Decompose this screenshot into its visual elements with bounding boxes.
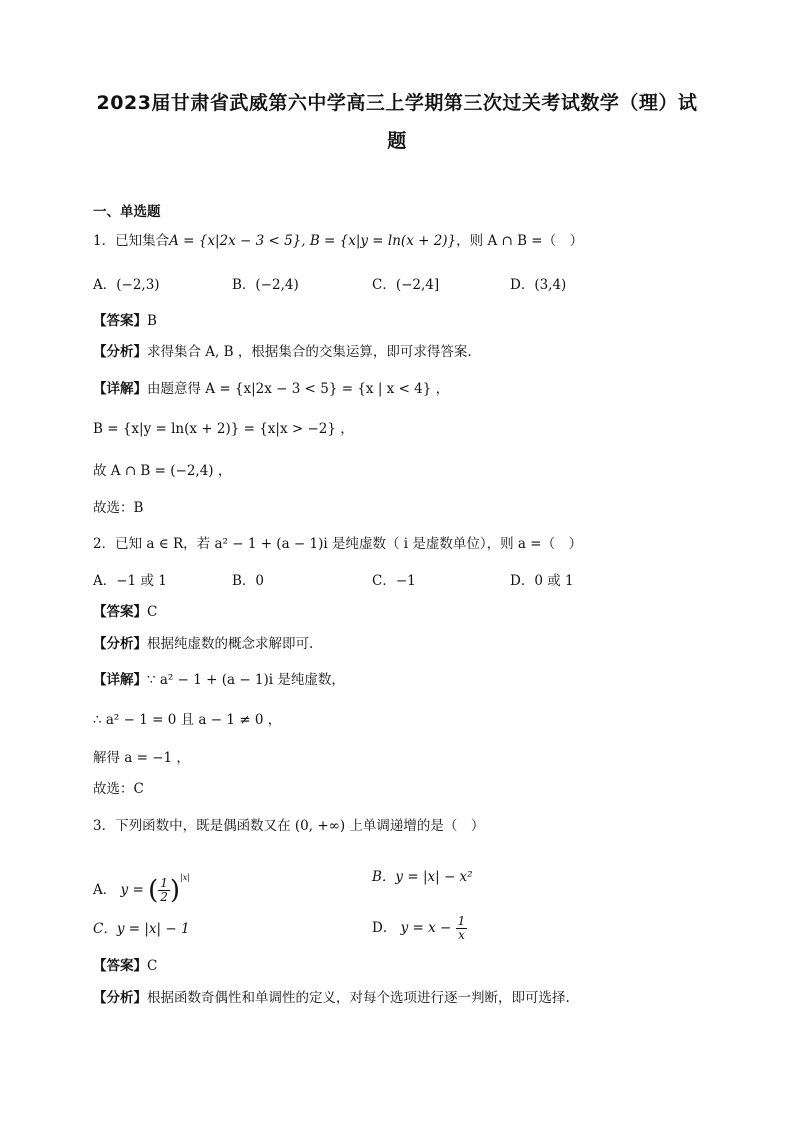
fraction-denominator: 2	[160, 890, 168, 904]
answer-tag: 【答案】	[93, 604, 147, 620]
section-heading: 一、单选题	[93, 204, 161, 220]
q1-stem-suffix: ，则 A ∩ B =（ ）	[456, 233, 584, 249]
q3-stem: 3．下列函数中，既是偶函数又在 (0, +∞) 上单调递增的是（ ）	[93, 818, 485, 834]
q3-option-c: C．y = |x| − 1	[93, 921, 190, 937]
q1-answer	[93, 312, 157, 330]
q3-option-a	[93, 860, 190, 909]
q1-stem-math: A = {x|2x − 3 < 5}, B = {x|y = ln(x + 2)}	[169, 233, 457, 249]
title-line-1: 2023届甘肃省武威第六中学高三上学期第三次过关考试数学（理）试	[96, 92, 698, 114]
detail-tag: 【详解】	[93, 381, 147, 397]
q2-option-d: D．0 或 1	[510, 573, 574, 589]
q2-answer	[93, 603, 157, 621]
q2-detail	[93, 671, 345, 689]
title-line-2: 题	[387, 130, 407, 152]
q3-option-a-exponent: |x|	[180, 873, 190, 882]
q1-detail	[93, 380, 449, 398]
q1-analysis-text: 求得集合 A, B ，根据集合的交集运算，即可求得答案.	[147, 344, 472, 360]
q2-option-a: A．−1 或 1	[93, 573, 167, 589]
q1-answer-value: B	[147, 313, 157, 329]
left-paren: (	[148, 875, 159, 906]
q2-conclusion: 故选：C	[93, 781, 144, 797]
q3-analysis-text: 根据函数奇偶性和单调性的定义，对每个选项进行逐一判断，即可选择.	[147, 990, 570, 1006]
right-paren: )	[169, 875, 181, 906]
q1-option-c: C．(−2,4]	[372, 277, 440, 293]
q1-stem-prefix: 1．已知集合	[93, 233, 170, 249]
q1-stem	[93, 232, 583, 250]
q1-analysis	[93, 343, 472, 361]
q2-stem: 2．已知 a ∈ R，若 a² − 1 + (a − 1)i 是纯虚数（ i 是虚数单位），则 a =（ ）	[93, 536, 583, 552]
q3-option-d	[372, 910, 467, 946]
q2-analysis-text: 根据纯虚数的概念求解即可.	[147, 636, 314, 652]
q1-option-b: B．(−2,4)	[232, 277, 299, 293]
q1-detail-line-1: 由题意得 A = {x|2x − 3 < 5} = {x | x < 4} ，	[147, 381, 450, 397]
fraction-numerator: 1	[457, 914, 466, 928]
detail-tag: 【详解】	[93, 672, 147, 688]
q2-option-c: C．−1	[372, 573, 416, 589]
document-title	[60, 84, 734, 160]
q2-detail-line-3: 解得 a = −1 ，	[93, 750, 190, 766]
q3-answer-value: C	[147, 958, 158, 974]
q3-option-a-fraction	[158, 877, 170, 904]
fraction-numerator: 1	[160, 876, 168, 890]
q3-option-d-label: D．	[372, 920, 397, 936]
q2-detail-line-2: ∴ a² − 1 = 0 且 a − 1 ≠ 0 ，	[93, 712, 282, 728]
q3-option-d-expr: y = x −	[400, 920, 452, 936]
q3-option-d-fraction	[456, 915, 468, 942]
q1-detail-line-2: B = {x|y = ln(x + 2)} = {x|x > −2} ，	[93, 421, 354, 437]
analysis-tag: 【分析】	[93, 344, 147, 360]
q3-option-b: B．y = |x| − x²	[372, 869, 473, 885]
answer-tag: 【答案】	[93, 958, 147, 974]
q3-option-a-y: y =	[120, 882, 144, 898]
q3-option-a-label: A．	[93, 882, 117, 898]
fraction-denominator: x	[458, 928, 465, 942]
q2-answer-value: C	[147, 604, 158, 620]
q2-detail-line-1: ∵ a² − 1 + (a − 1)i 是纯虚数，	[147, 672, 345, 688]
answer-tag: 【答案】	[93, 313, 147, 329]
q1-detail-line-3: 故 A ∩ B = (−2,4) ，	[93, 463, 232, 479]
q1-option-a: A．(−2,3)	[93, 277, 160, 293]
analysis-tag: 【分析】	[93, 990, 147, 1006]
q3-answer	[93, 957, 157, 975]
analysis-tag: 【分析】	[93, 636, 147, 652]
q3-analysis	[93, 989, 570, 1007]
q2-option-b: B．0	[232, 573, 265, 589]
q2-analysis	[93, 635, 313, 653]
q1-conclusion: 故选：B	[93, 500, 144, 516]
q1-option-d: D．(3,4)	[510, 277, 567, 293]
